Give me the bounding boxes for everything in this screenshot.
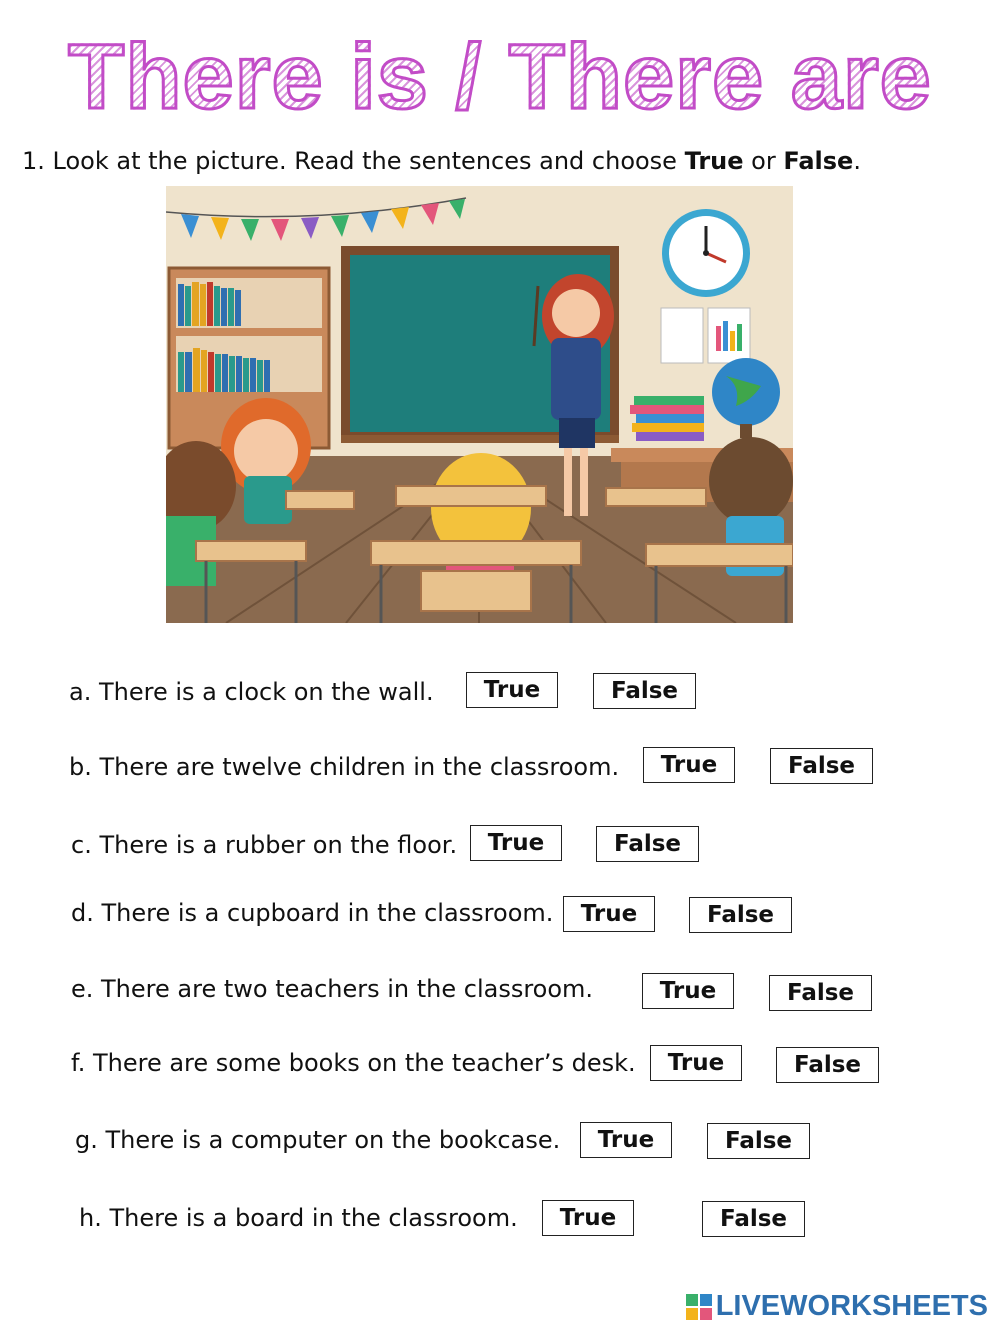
instruction-true-word: True bbox=[684, 147, 744, 175]
question-b: b. There are twelve children in the classroom. bbox=[69, 753, 620, 781]
question-g-false-button[interactable]: False bbox=[707, 1123, 810, 1159]
question-a: a. There is a clock on the wall. bbox=[69, 678, 434, 706]
question-e-false-button[interactable]: False bbox=[769, 975, 872, 1011]
instruction bbox=[22, 145, 861, 177]
question-d-false-button[interactable]: False bbox=[689, 897, 792, 933]
question-e-true-button[interactable]: True bbox=[642, 973, 734, 1009]
question-c-true-button[interactable]: True bbox=[470, 825, 562, 861]
question-e: e. There are two teachers in the classroom. bbox=[71, 975, 594, 1003]
instruction-middle: or bbox=[743, 147, 784, 175]
question-h: h. There is a board in the classroom. bbox=[79, 1204, 518, 1232]
question-b-true-button[interactable]: True bbox=[643, 747, 735, 783]
question-a-true-button[interactable]: True bbox=[466, 672, 558, 708]
instruction-suffix: . bbox=[853, 147, 861, 175]
instruction-prefix: 1. Look at the picture. Read the sentences and choose bbox=[22, 147, 685, 175]
question-d: d. There is a cupboard in the classroom. bbox=[71, 899, 554, 927]
question-c-false-button[interactable]: False bbox=[596, 826, 699, 862]
question-c: c. There is a rubber on the floor. bbox=[71, 831, 458, 859]
liveworksheets-brand bbox=[686, 1290, 988, 1323]
question-a-false-button[interactable]: False bbox=[593, 673, 696, 709]
question-h-false-button[interactable]: False bbox=[702, 1201, 805, 1237]
liveworksheets-logo-icon bbox=[686, 1294, 712, 1320]
question-h-true-button[interactable]: True bbox=[542, 1200, 634, 1236]
question-f: f. There are some books on the teacher’s desk. bbox=[71, 1049, 636, 1077]
question-b-false-button[interactable]: False bbox=[770, 748, 873, 784]
question-f-false-button[interactable]: False bbox=[776, 1047, 879, 1083]
classroom-picture bbox=[166, 186, 793, 623]
question-f-true-button[interactable]: True bbox=[650, 1045, 742, 1081]
question-d-true-button[interactable]: True bbox=[563, 896, 655, 932]
question-g-true-button[interactable]: True bbox=[580, 1122, 672, 1158]
page-title: There is / There are bbox=[0, 22, 1000, 132]
brand-text: LIVEWORKSHEETS bbox=[715, 1290, 988, 1322]
instruction-false-word: False bbox=[783, 147, 854, 175]
question-g: g. There is a computer on the bookcase. bbox=[75, 1126, 561, 1154]
